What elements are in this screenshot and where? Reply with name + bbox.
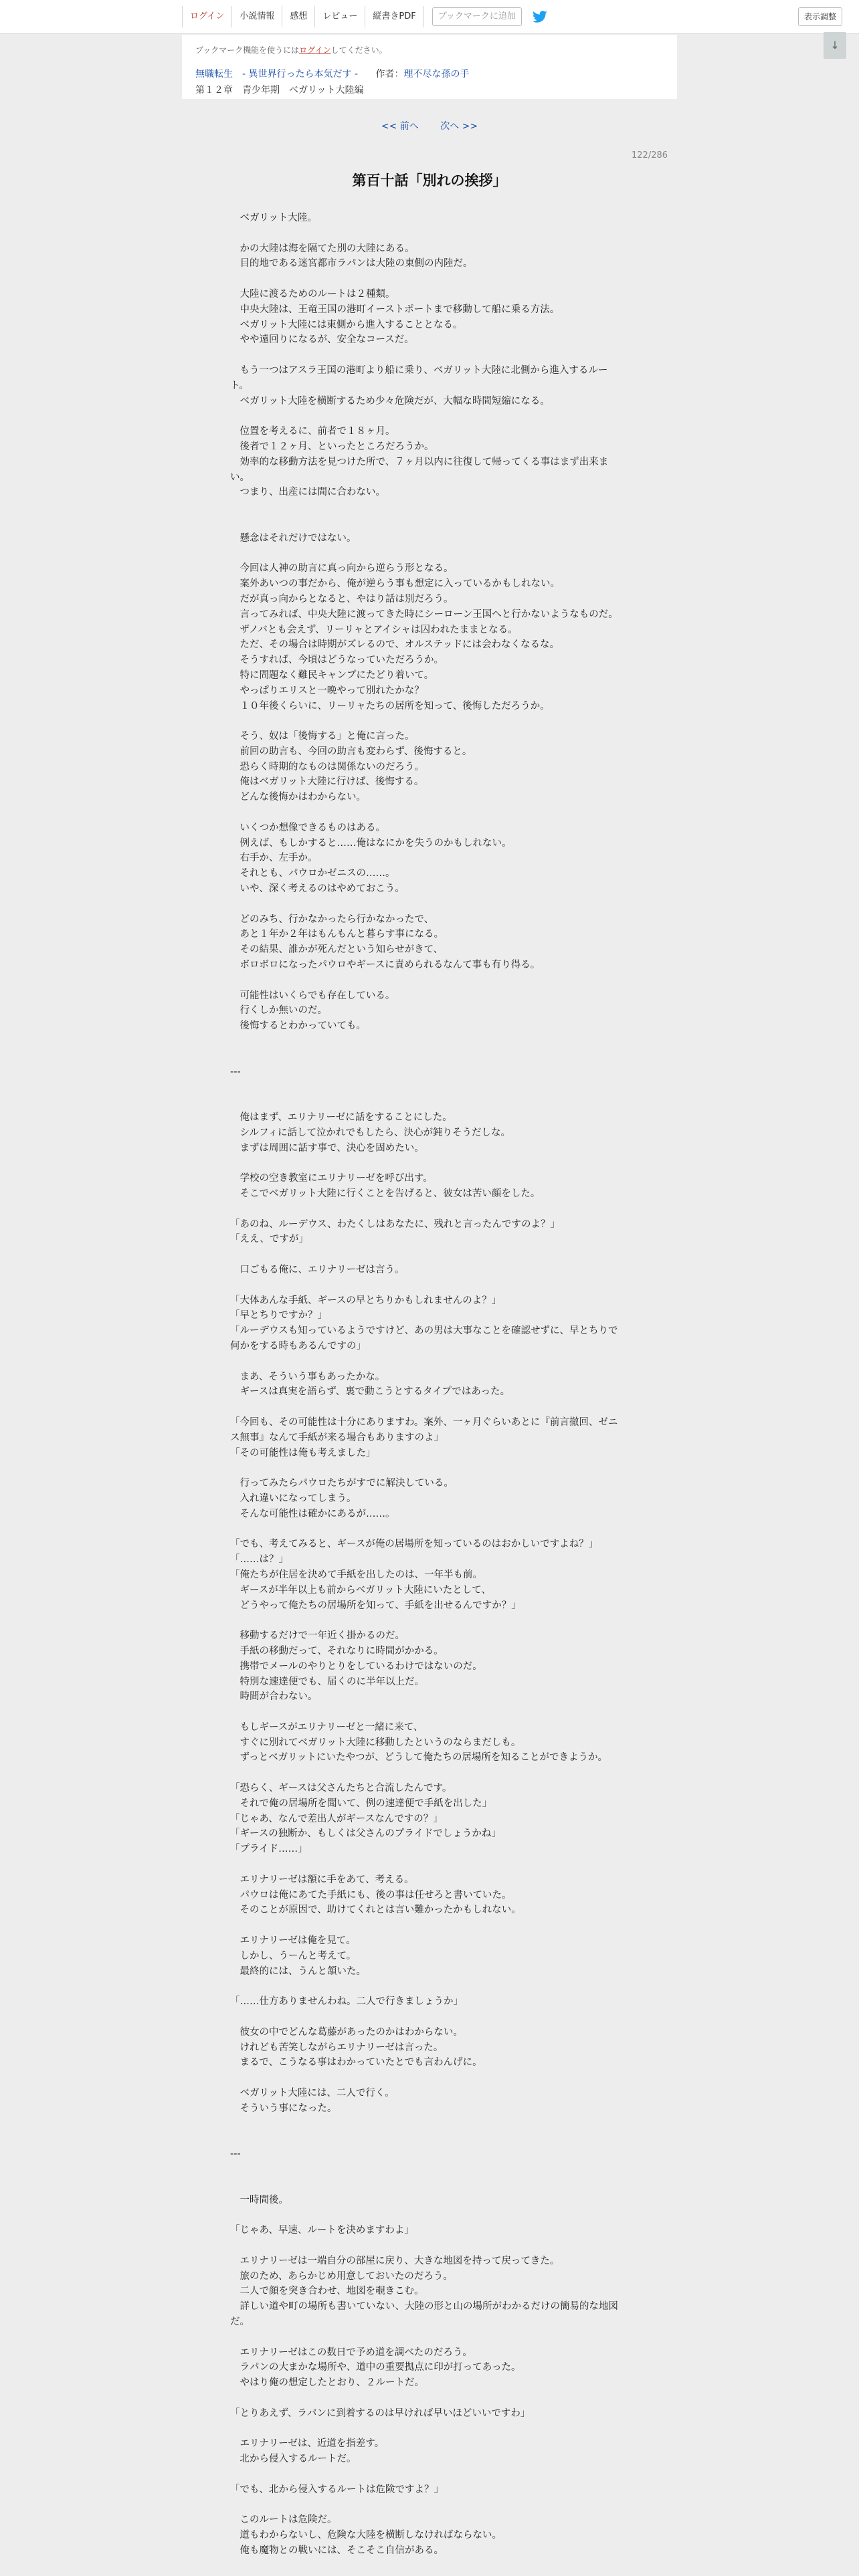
body-line: 「プライド……」 (230, 1844, 308, 1855)
body-line: 移動するだけで一年近く掛かるのだ。 (230, 1630, 405, 1642)
body-line: --- (230, 1066, 241, 1077)
body-line: どんな後悔かはわからない。 (230, 792, 366, 803)
body-line (230, 1857, 626, 1872)
body-line: 「とりあえず、ラパンに到着するのは早ければ早いほどいいですわ」 (230, 2407, 531, 2419)
body-line: そういう事になった。 (230, 2103, 337, 2114)
body-line: 後悔するとわかっていても。 (230, 1021, 366, 1032)
body-line (230, 1247, 626, 1263)
body-line: ベガリット大陸には東側から進入することとなる。 (230, 319, 463, 330)
body-line: 行くしか無いのだ。 (230, 1005, 327, 1016)
body-line (230, 1461, 626, 1476)
body-line: 「今回も、その可能性は十分にありますわ。案外、一ヶ月ぐらいあとに『前言撤回、ゼニス無事』なんて手紙が来る場合もありますのよ」 (230, 1416, 618, 1443)
body-line (230, 1202, 626, 1217)
body-line: 「あのね、ルーデウス、わたくしはあなたに、残れと言ったんですのよ？」 (230, 1218, 560, 1230)
novel-title-link[interactable]: 無職転生 - 異世界行ったら本気だす - (195, 69, 359, 80)
body-line: 言ってみれば、中央大陸に渡ってきた時にシーローン王国へと行かないようなものだ。 (230, 609, 618, 620)
body-line: 特に問題なく難民キャンプにたどり着いて。 (230, 669, 434, 681)
body-line (230, 1156, 626, 1171)
body-line: 二人で顔を突き合わせ、地図を覗きこむ。 (230, 2286, 424, 2297)
body-line: 特別な速達便でも、届くのに半年以上だ。 (230, 1676, 424, 1687)
body-line (230, 2117, 626, 2132)
body-line: 彼女の中でどんな葛藤があったのかはわからない。 (230, 2026, 463, 2038)
body-line: エリナリーゼは俺を見て。 (230, 1935, 356, 1947)
body-line: 道もわからないし、危険な大陸を横断しなければならない。 (230, 2530, 502, 2541)
body-line (230, 2162, 626, 2177)
body-line: 学校の空き教室にエリナリーゼを呼び出す。 (230, 1173, 433, 1184)
body-line: そんな可能性は確かにあるが……。 (230, 1508, 395, 1519)
body-line: 位置を考えるに、前者で１８ヶ月。 (230, 426, 395, 437)
add-bookmark-button[interactable]: ブックマークに追加 (432, 7, 522, 26)
chapter-title: 第１２章 青少年期 ベガリット大陸編 (195, 85, 364, 96)
nav-vertical-pdf[interactable]: 縦書きPDF (365, 6, 423, 27)
body-line: 「じゃあ、なんで差出人がギースなんですの？」 (230, 1813, 443, 1824)
body-line: 「大体あんな手紙、ギースの早とちりかもしれませんのよ？」 (230, 1295, 502, 1306)
body-line: 北から侵入するルートだ。 (230, 2454, 357, 2465)
body-line (230, 272, 626, 287)
body-line (230, 1354, 626, 1370)
body-line (230, 1278, 626, 1293)
bookmark-note (195, 44, 387, 56)
body-line (230, 226, 626, 241)
body-line: 時間が合わない。 (230, 1691, 318, 1703)
nav-login[interactable]: ログイン (182, 6, 232, 27)
body-line (230, 2010, 626, 2025)
body-line: 今回は人神の助言に真っ向から逆らう形となる。 (230, 563, 454, 574)
body-line (230, 2177, 626, 2193)
body-line: その結果、誰かが死んだという知らせがきて、 (230, 944, 444, 956)
body-line: 恐らく時期的なものは関係ないのだろう。 (230, 761, 424, 772)
body-line (230, 2330, 626, 2345)
body-line (230, 1613, 626, 1628)
prev-link[interactable]: << 前へ (381, 121, 419, 132)
body-line: 「……は？」 (230, 1554, 288, 1566)
body-line: そこでベガリット大陸に行くことを告げると、彼女は苦い顔をした。 (230, 1188, 541, 1199)
body-line: 「ルーデウスも知っているようですけど、あの男は大事なことを確認せずに、早とちりで何かをする時もあるんですの」 (230, 1325, 618, 1352)
body-line: まあ、そういう事もあったかな。 (230, 1371, 385, 1382)
twitter-icon[interactable] (531, 8, 549, 25)
body-line: 旅のため、あらかじめ用意しておいたのだろう。 (230, 2270, 453, 2282)
bookmark-note-prefix: ブックマーク機能を使うには (195, 45, 300, 55)
body-line: やはり俺の想定したとおり、２ルートだ。 (230, 2377, 424, 2389)
novel-info-box (182, 35, 677, 99)
body-line (230, 1079, 626, 1095)
body-line (230, 1095, 626, 1110)
body-line (230, 348, 626, 363)
body-line: 「でも、考えてみると、ギースが俺の居場所を知っているのはおかしいですよね？」 (230, 1539, 599, 1550)
body-line: 案外あいつの事だから、俺が逆らう事も想定に入っているかもしれない。 (230, 578, 560, 590)
bookmark-note-suffix: してください。 (330, 45, 387, 55)
body-line: ベガリット大陸を横断するため少々危険だが、大幅な時間短縮になる。 (230, 395, 550, 407)
top-bar (0, 0, 859, 34)
body-line: シルフィに話して泣かれでもしたら、決心が鈍りそうだしな。 (230, 1127, 510, 1138)
body-line: すぐに別れてベガリット大陸に移動したというのならまだしも。 (230, 1737, 521, 1748)
body-line: ラパンの大まかな場所や、道中の重要拠点に印が打ってあった。 (230, 2362, 521, 2373)
body-line: ボロボロになったパウロやギースに責められるなんて事も有り得る。 (230, 960, 541, 971)
body-line: 手紙の移動だって、それなりに時間がかかる。 (230, 1645, 444, 1656)
body-line: 懸念はそれだけではない。 (230, 532, 357, 544)
body-line: ベガリット大陸。 (230, 213, 317, 223)
body-line: もしギースがエリナリーゼと一緒に来て、 (230, 1721, 423, 1733)
body-line: エリナリーゼは一端自分の部屋に戻り、大きな地図を持って戻ってきた。 (230, 2255, 560, 2266)
author-label: 作者： (375, 69, 404, 80)
body-line: 最終的には、うんと頷いた。 (230, 1965, 366, 1977)
body-line: 目的地である迷宮都市ラパンは大陸の東側の内陸だ。 (230, 258, 473, 270)
body-line (230, 2391, 626, 2406)
novel-body (230, 211, 626, 2559)
pager (0, 119, 859, 132)
episode-title: 第百十話「別れの挨拶」 (352, 173, 507, 189)
author-link[interactable]: 理不尽な孫の手 (403, 69, 470, 80)
body-line: それとも、パウロかゼニスの……。 (230, 868, 395, 879)
body-line (230, 805, 626, 821)
page-number: 122/286 (632, 150, 668, 160)
body-line: 俺はまず、エリナリーゼに話をすることにした。 (230, 1112, 452, 1123)
body-line: 「……仕方ありませんわね。二人で行きましょうか」 (230, 1996, 463, 2008)
body-line: いくつか想像できるものはある。 (230, 822, 385, 833)
nav-impressions[interactable]: 感想 (282, 6, 315, 27)
scroll-down-button[interactable]: ↓ (824, 32, 846, 59)
body-line (230, 500, 626, 516)
body-line (230, 2070, 626, 2086)
body-line (230, 2208, 626, 2223)
body-line: いや、深く考えるのはやめておこう。 (230, 883, 405, 895)
body-line: まずは周囲に話す事で、決心を固めたい。 (230, 1142, 424, 1154)
body-line: 一時間後。 (230, 2194, 288, 2206)
body-line (230, 2238, 626, 2254)
body-line: 入れ違いになってしまう。 (230, 1493, 357, 1504)
body-line: 中央大陸は、王竜王国の港町イーストポートまで移動して船に乗る方法。 (230, 304, 560, 315)
nav-review[interactable]: レビュー (315, 6, 365, 27)
body-line: 「その可能性は俺も考えました」 (230, 1447, 376, 1459)
nav-novel-info[interactable]: 小説情報 (232, 6, 282, 27)
body-line (230, 2467, 626, 2482)
body-line (230, 1705, 626, 1720)
top-nav (182, 6, 549, 27)
body-line (230, 1979, 626, 1994)
body-line: 「ギースの独断か、もしくは父さんのプライドでしょうかね」 (230, 1828, 501, 1840)
body-line: あと１年か２年はもんもんと暮らす事になる。 (230, 929, 444, 940)
series-line (195, 67, 469, 80)
body-line: 効率的な移動方法を見つけた所で、７ヶ月以内に往復して帰ってくる事はまず出来まい。 (230, 456, 609, 483)
body-line: ギースが半年以上も前からベガリット大陸にいたとして、 (230, 1584, 491, 1596)
body-line (230, 1049, 626, 1065)
body-line: 俺はベガリット大陸に行けば、後悔する。 (230, 776, 424, 788)
body-line (230, 409, 626, 424)
body-line: どうやって俺たちの居場所を知って、手紙を出せるんですか？」 (230, 1600, 521, 1611)
body-line: 俺も魔物との戦いには、そこそこ自信がある。 (230, 2545, 444, 2556)
body-line: 「恐らく、ギースは父さんたちと合流したんです。 (230, 1783, 452, 1794)
body-line: かの大陸は海を隔てた別の大陸にある。 (230, 243, 415, 254)
body-line: 行ってみたらパウロたちがすでに解決している。 (230, 1478, 454, 1489)
body-line (230, 2422, 626, 2437)
body-line: ただ、その場合は時期がズレるので、オルステッドには会わなくなるな。 (230, 639, 559, 651)
body-line: しかし、うーんと考えて。 (230, 1950, 357, 1961)
body-line (230, 714, 626, 729)
body-line (230, 973, 626, 988)
body-line: １０年後くらいに、リーリャたちの居所を知って、後悔しただろうか。 (230, 700, 550, 712)
body-line: まるで、こうなる事はわかっていたとでも言わんげに。 (230, 2057, 482, 2068)
body-line: エリナリーゼは額に手をあて、考える。 (230, 1874, 414, 1885)
body-line: 詳しい道や町の場所も書いていない、大陸の形と山の場所がわかるだけの簡易的な地図だ。 (230, 2301, 618, 2327)
body-line: 口ごもる俺に、エリナリーゼは言う。 (230, 1264, 405, 1275)
display-settings-button[interactable]: 表示調整 (798, 7, 842, 26)
body-line: ザノバとも会えず、リーリャとアイシャは囚われたままとなる。 (230, 624, 518, 635)
body-line: ずっとベガリットにいたやつが、どうして俺たちの居場所を知ることができようか。 (230, 1752, 608, 1763)
bookmark-login-link[interactable]: ログイン (299, 45, 331, 55)
body-line: 大陸に渡るためのルートは２種類。 (230, 288, 395, 300)
body-line: 前回の助言も、今回の助言も変わらず、後悔すると。 (230, 746, 472, 757)
body-line: パウロは俺にあてた手紙にも、後の事は任せろと書いていた。 (230, 1889, 512, 1901)
body-line: もう一つはアスラ王国の港町より船に乗り、ベガリット大陸に北側から進入するルート。 (230, 364, 608, 391)
body-line: 後者で１２ヶ月、といったところだろうか。 (230, 441, 434, 452)
body-line: やっぱりエリスと一晩やって別れたかな？ (230, 685, 424, 696)
body-line: このルートは危険だ。 (230, 2514, 337, 2526)
body-line: ベガリット大陸には、二人で行く。 (230, 2088, 395, 2099)
body-line: 「じゃあ、早速、ルートを決めますわよ」 (230, 2225, 414, 2236)
body-line: つまり、出産には間に合わない。 (230, 487, 385, 498)
body-line: そうすれば、今頃はどうなっていただろうか。 (230, 655, 444, 666)
body-line: やや遠回りになるが、安全なコースだ。 (230, 334, 414, 346)
body-line: ギースは真実を語らず、裏で動こうとするタイプではあった。 (230, 1386, 510, 1398)
body-line: --- (230, 2149, 241, 2160)
next-link[interactable]: 次へ >> (440, 121, 478, 132)
body-line: 「俺たちが住居を決めて手紙を出したのは、一年半も前。 (230, 1569, 482, 1580)
body-line: エリナリーゼは、近道を指差す。 (230, 2438, 385, 2450)
body-line: 可能性はいくらでも存在している。 (230, 990, 395, 1001)
body-line (230, 1400, 626, 1415)
body-line (230, 2131, 626, 2147)
body-line (230, 2498, 626, 2513)
body-line (230, 1522, 626, 1537)
body-line (230, 897, 626, 912)
body-line: 例えば、もしかすると……俺はなにかを失うのかもしれない。 (230, 837, 512, 849)
body-line: 「ええ、ですが」 (230, 1234, 308, 1245)
body-line: 右手か、左手か。 (230, 853, 318, 864)
body-line (230, 1765, 626, 1781)
body-line (230, 546, 626, 562)
body-line: 携帯でメールのやりとりをしているわけではないのだ。 (230, 1660, 482, 1672)
body-line (230, 1918, 626, 1933)
body-line: エリナリーゼはこの数日で予め道を調べたのだろう。 (230, 2347, 472, 2358)
body-line: そのことが原因で、助けてくれとは言い難かったかもしれない。 (230, 1905, 521, 1916)
body-line: けれども苦笑しながらエリナリーゼは言った。 (230, 2042, 444, 2053)
body-line: それで俺の居場所を聞いて、例の速達便で手紙を出した」 (230, 1798, 492, 1809)
body-line: だが真っ向からとなると、やはり話は別だろう。 (230, 593, 454, 605)
body-line: 「でも、北から侵入するルートは危険ですよ？」 (230, 2484, 444, 2495)
body-line (230, 1034, 626, 1049)
body-line (230, 516, 626, 531)
body-line: そう、奴は「後悔する」と俺に言った。 (230, 731, 415, 742)
body-line: どのみち、行かなかったら行かなかったで、 (230, 914, 434, 925)
body-line: 「早とちりですか？」 (230, 1310, 327, 1321)
